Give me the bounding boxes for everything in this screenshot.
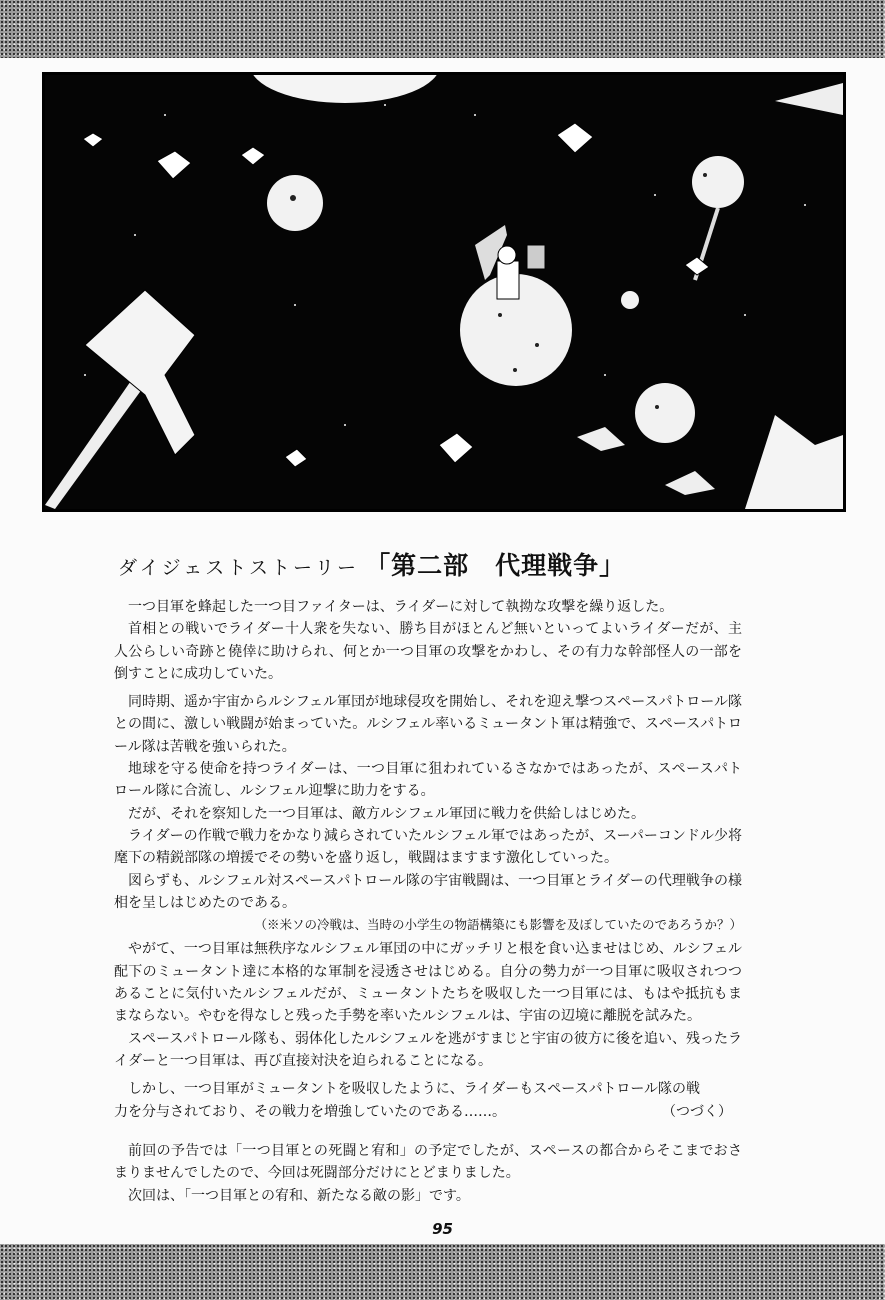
story-paragraph: 図らずも、ルシフェル対スペースパトロール隊の宇宙戦闘は、一つ目軍とライダーの代理戦争の様相を呈しはじめたのである。 bbox=[114, 872, 742, 911]
story-paragraph: だが、それを察知した一つ目軍は、敵方ルシフェル軍団に戦力を供給しはじめた。 bbox=[128, 805, 645, 822]
story-paragraph: 一つ目軍を蜂起した一つ目ファイターは、ライダーに対して執拗な攻撃を繰り返した。 bbox=[128, 599, 674, 615]
story-paragraph: やがて、一つ目軍は無秩序なルシフェル軍団の中にガッチリと根を食い込ませはじめ、ルシフェル配下のミュータント達に本格的な軍制を浸透させはじめる。自分の勢力が一つ目軍に吸収されつつあることに気付いたルシフェルだが、ミュータントたちを吸収した一つ目軍には、もはや抵抗もままならない。やむを得なしと残った手勢を率いたルシフェルは、宇宙の辺境に離脱を試みた。 bbox=[114, 941, 742, 1025]
final-paragraph-end-line bbox=[114, 1101, 742, 1123]
top-screentone-band bbox=[0, 0, 885, 58]
illustration-canvas bbox=[45, 75, 843, 509]
author-note: （※米ソの冷戦は、当時の小学生の物語構築にも影響を及ぼしていたのであろうか？） bbox=[254, 917, 742, 933]
story-body bbox=[114, 596, 742, 1123]
afterword-paragraph: 次回は、「一つ目軍との宥和、新たなる敵の影」です。 bbox=[128, 1187, 470, 1204]
afterword-paragraph: 前回の予告では「一つ目軍との死闘と宥和」の予定でしたが、スペースの都合からそこまでおさまりませんでしたので、今回は死闘部分だけにとどまりました。 bbox=[114, 1143, 742, 1182]
final-paragraph-start: しかし、一つ目軍がミュータントを吸収したように、ライダーもスペースパトロール隊の戦 bbox=[128, 1081, 701, 1098]
final-paragraph-end: 力を分与されており、その戦力を増強していたのである……。 bbox=[114, 1103, 506, 1120]
story-paragraph: スペースパトロール隊も、弱体化したルシフェルを逃がすまじと宇宙の彼方に後を追い、残ったライダーと一つ目軍は、再び直接対決を迫られることになる。 bbox=[114, 1030, 742, 1069]
afterword bbox=[114, 1140, 742, 1207]
story-paragraph: 同時期、遥か宇宙からルシフェル軍団が地球侵攻を開始し、それを迎え撃つスペースパトロール隊との間に、激しい戦闘が始まっていた。ルシフェル率いるミュータント軍は精強で、スペースパトロール隊は苦戦を強いられた。 bbox=[114, 694, 742, 755]
heading-label: ダイジェストストーリー bbox=[118, 557, 360, 579]
story-paragraph: ライダーの作戦で戦力をかなり減らされていたルシフェル軍ではあったが、スーパーコンドル少将麾下の精鋭部隊の増援でその勢いを盛り返し，戦闘はますます激化していった。 bbox=[114, 827, 742, 867]
story-paragraph: 地球を守る使命を持つライダーは、一つ目軍に狙われているさなかではあったが、スペースパトロール隊に合流し、ルシフェル迎撃に助力をする。 bbox=[114, 761, 742, 800]
heading-title: 「第二部 代理戦争」 bbox=[365, 551, 626, 580]
story-heading bbox=[118, 546, 758, 586]
page-number: 95 bbox=[432, 1220, 453, 1238]
to-be-continued: （つづく） bbox=[662, 1103, 732, 1120]
story-paragraph: 首相との戦いでライダー十人衆を失ない、勝ち目がほとんど無いといってよいライダーだが、主人公らしい奇跡と僥倖に助けられ、何とか一つ目軍の攻撃をかわし、その有力な幹部怪人の一部を倒すことに成功していた。 bbox=[114, 621, 742, 682]
bottom-screentone-band bbox=[0, 1244, 885, 1300]
space-battle-illustration bbox=[42, 72, 846, 512]
